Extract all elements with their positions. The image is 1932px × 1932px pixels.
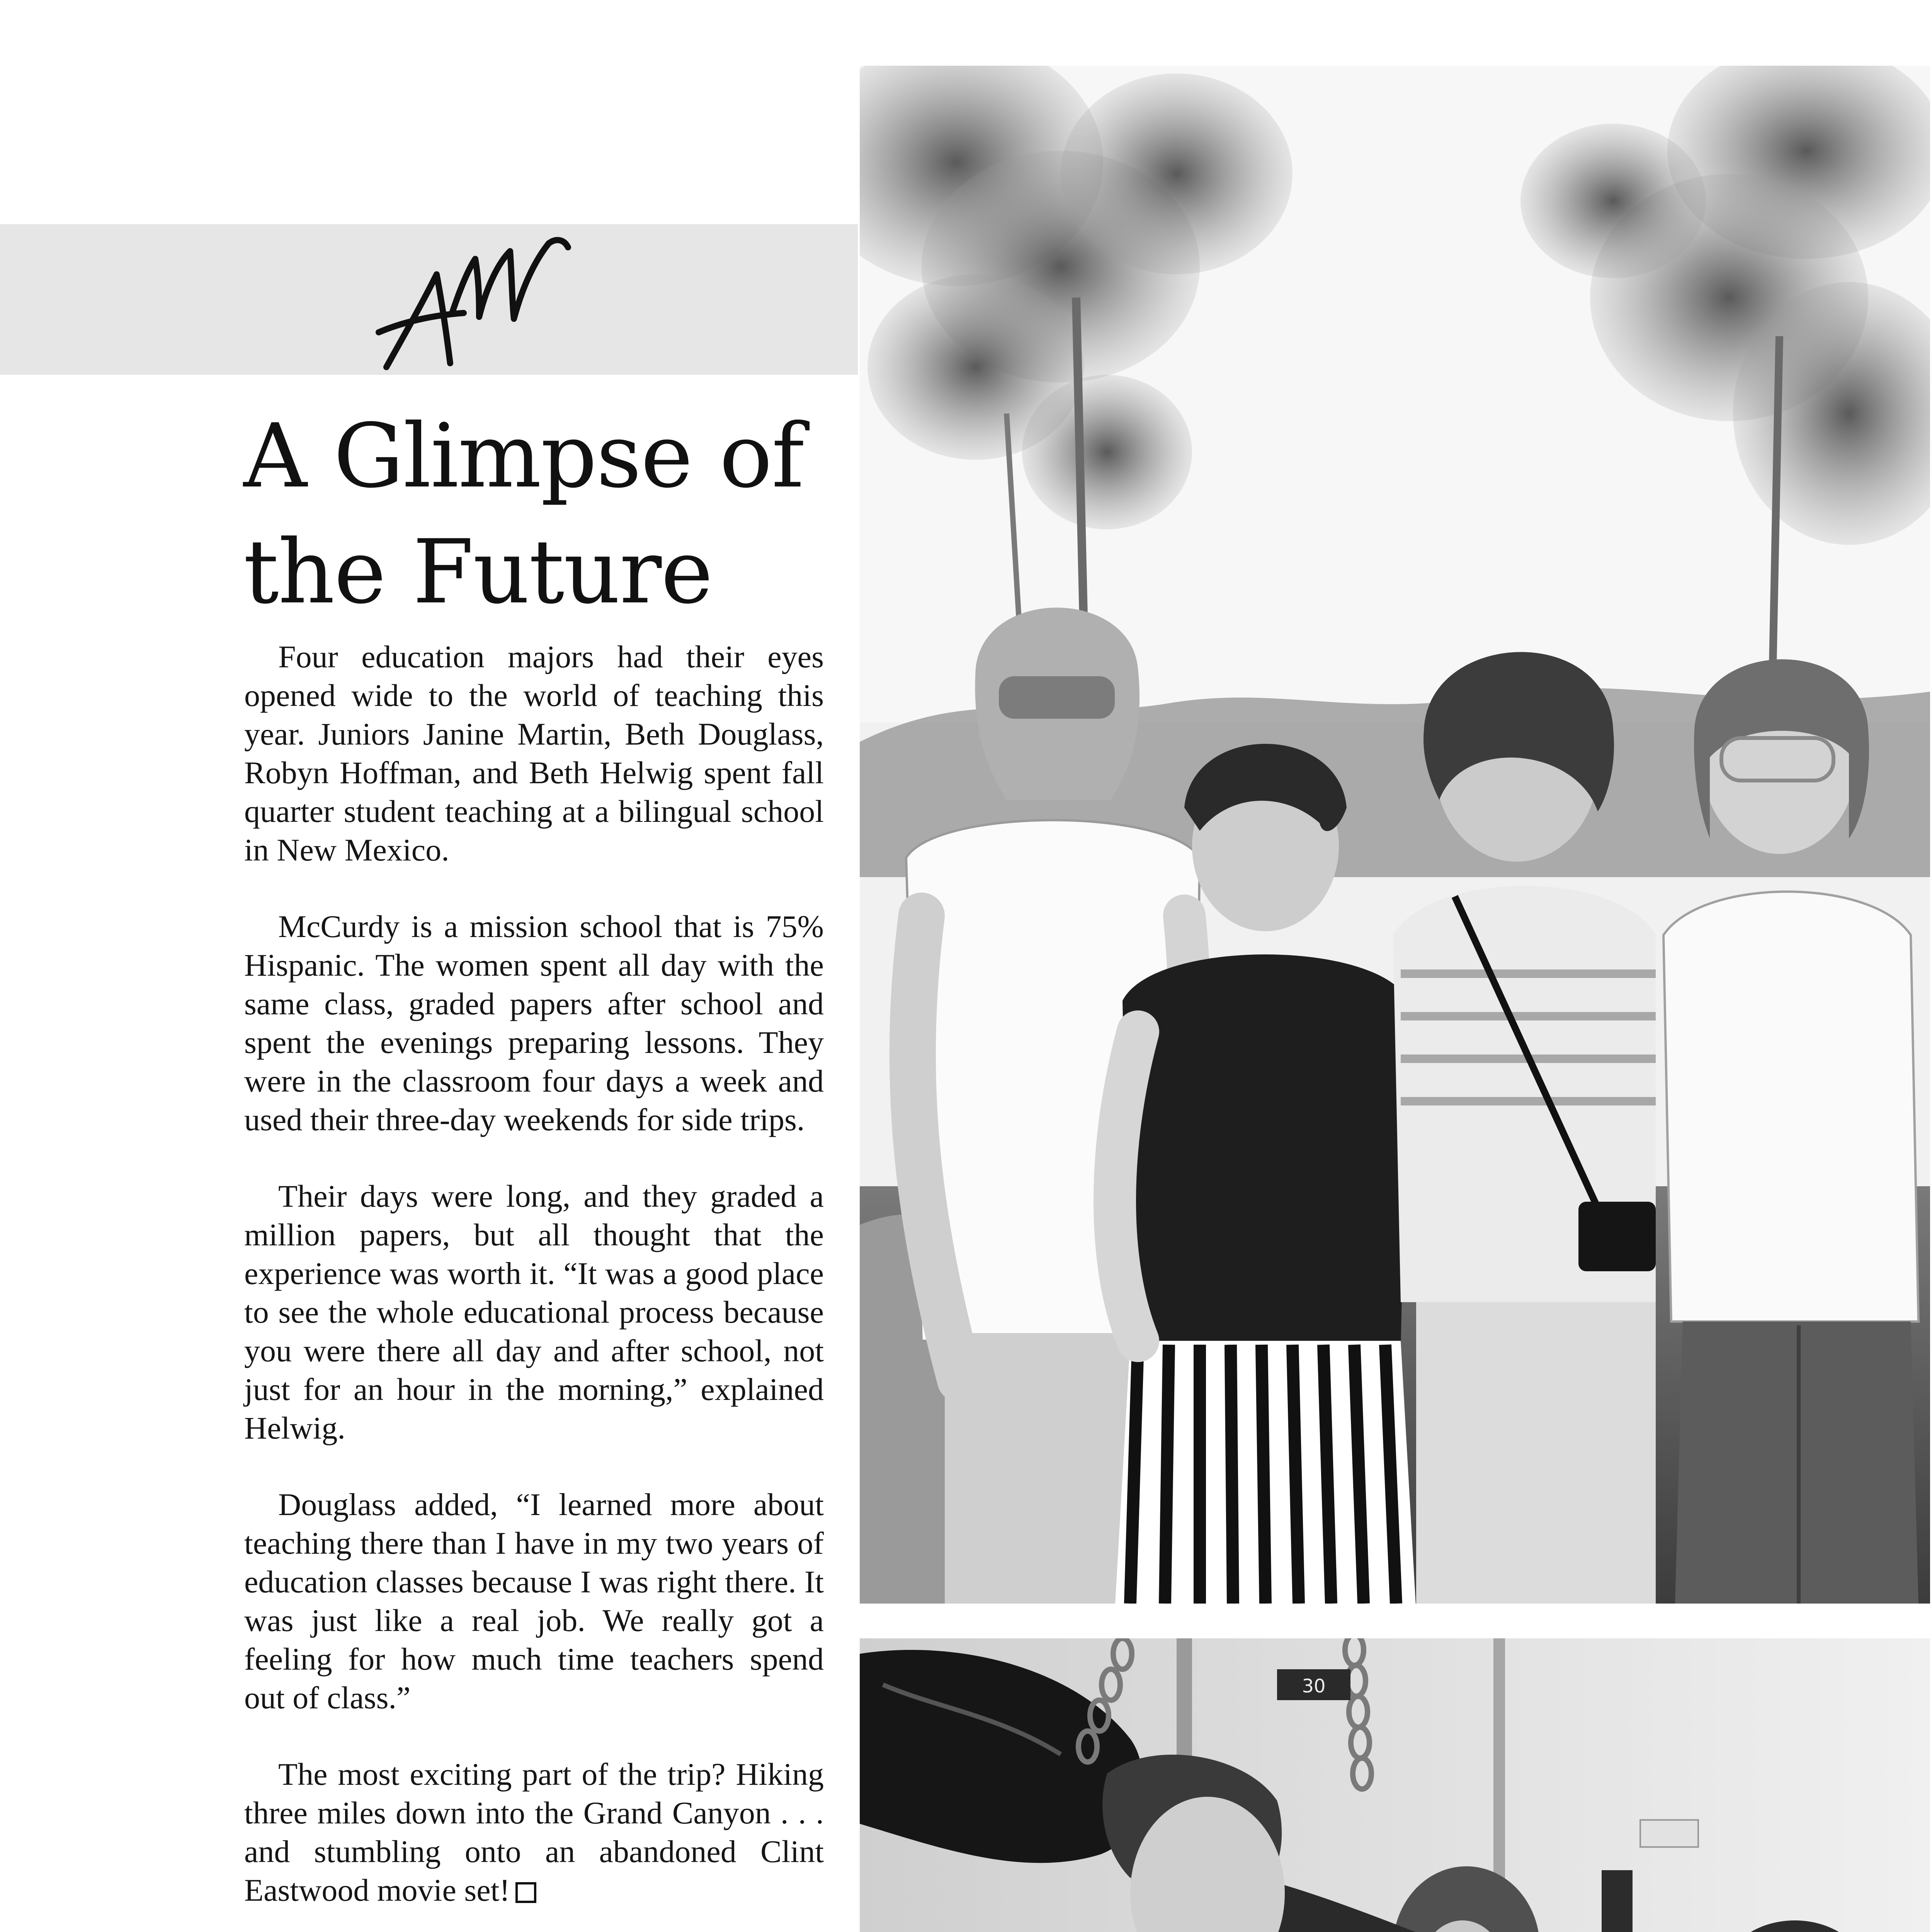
headline-line-2: the Future xyxy=(243,520,713,623)
paragraph-5 xyxy=(244,1755,824,1910)
end-mark-icon xyxy=(515,1882,536,1903)
paragraph-3: Their days were long, and they graded a million papers, but all thought that the experience was worth it. “It was a good place to see the whole educational process because you were there all day and after school, not just for an hour in the morning,” explained Helwig. xyxy=(244,1179,824,1446)
paragraph-2: McCurdy is a mission school that is 75% Hispanic. The women spent all day with the same class, graded papers after school and spent the evenings preparing lessons. They were in the classroom four days a week and used their three-day weekends for side trips. xyxy=(244,909,824,1137)
article-body xyxy=(244,638,824,1932)
paragraph-5-text: The most exciting part of the trip? Hiking three miles down into the Grand Canyon . . . and stumbling onto an abandoned Clint Eastwood movie set! xyxy=(244,1757,824,1908)
room-sign-number: 30 xyxy=(1302,1675,1326,1697)
article-headline xyxy=(243,398,862,630)
photo-students-outdoors-illustration xyxy=(860,66,1930,1604)
paragraph-1: Four education majors had their eyes opened wide to the world of teaching this year. Juniors Janine Martin, Beth Douglass, Robyn Hoffman, and Beth Helwig spent fall quarter student teaching at a bilingual school in New Mexico. xyxy=(244,639,824,867)
headline-line-1: A Glimpse of xyxy=(243,405,804,507)
am-script-logo xyxy=(363,216,580,379)
photo-student-classroom-model xyxy=(860,1638,1930,1932)
paragraph-4: Douglass added, “I learned more about teaching there than I have in my two years of education classes because I was right there. It was just like a real job. We really got a feeling for how much time teachers spend out of class.” xyxy=(244,1487,824,1715)
photo-students-outdoors xyxy=(860,66,1930,1604)
photo-student-classroom-model-illustration xyxy=(860,1638,1930,1932)
